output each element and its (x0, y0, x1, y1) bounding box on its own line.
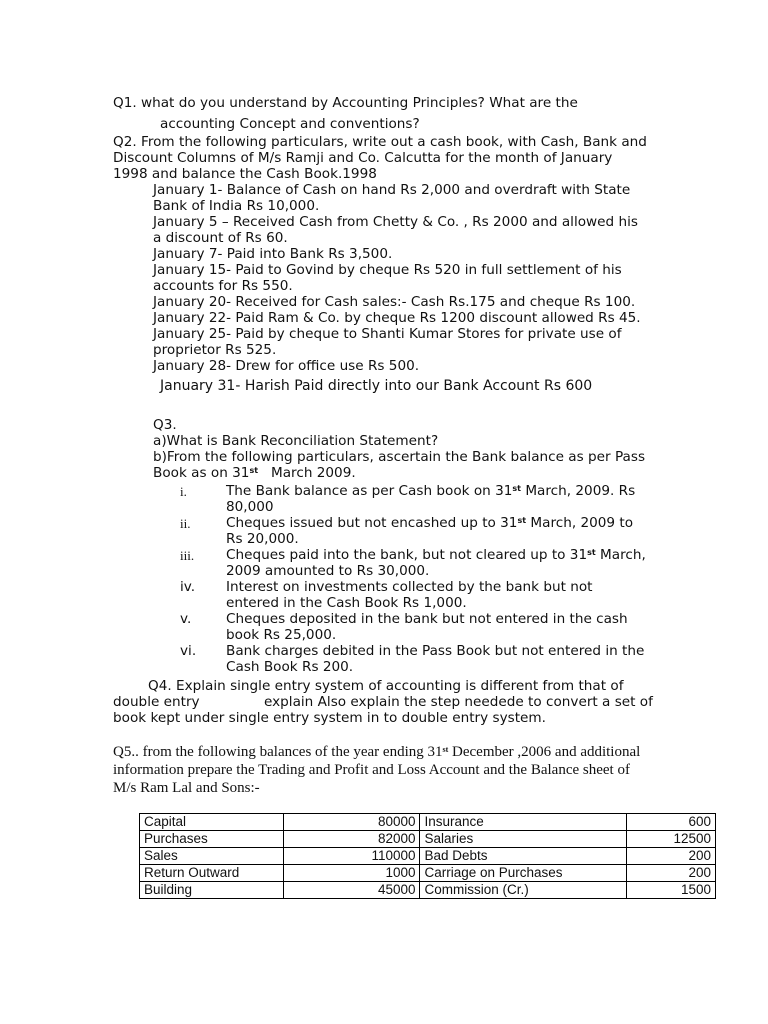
q3-item-line-2: entered in the Cash Book Rs 1,000. (226, 595, 467, 611)
q2-entry-line: January 1- Balance of Cash on hand Rs 2,000 and overdraft with State (153, 182, 631, 198)
q3-item-number: ii. (180, 516, 191, 531)
q2-entry-line: a discount of Rs 60. (153, 230, 288, 246)
q3-item-line-1: Cheques paid into the bank, but not cleared up to 31st March, (226, 547, 646, 563)
q1-line-1: Q1. what do you understand by Accounting Principles? What are the (113, 95, 578, 111)
table-cell: 110000 (284, 848, 420, 865)
q2-entry-line: Bank of India Rs 10,000. (153, 198, 320, 214)
q5-line-1: Q5.. from the following balances of the year ending 31st December ,2006 and additional (113, 744, 641, 760)
q2-intro-line: 1998 and balance the Cash Book.1998 (113, 166, 377, 182)
q2-entry-line: January 22- Paid Ram & Co. by cheque Rs 1200 discount allowed Rs 45. (153, 310, 641, 326)
q3-item-line-2: 80,000 (226, 499, 274, 515)
q3-item-line-1: The Bank balance as per Cash book on 31st March, 2009. Rs (226, 483, 636, 499)
table-cell: Purchases (140, 831, 284, 848)
q3-item-number: iii. (180, 548, 195, 563)
table-cell: Salaries (420, 831, 626, 848)
table-cell: 1000 (284, 865, 420, 882)
q3-heading: Q3. (153, 417, 177, 433)
q2-intro-line: Q2. From the following particulars, write out a cash book, with Cash, Bank and (113, 134, 647, 150)
table-cell: 82000 (284, 831, 420, 848)
table-row (140, 882, 716, 899)
q3-part-b-line-1: b)From the following particulars, ascertain the Bank balance as per Pass (153, 449, 646, 465)
q5-line-2: information prepare the Trading and Profit and Loss Account and the Balance sheet of (113, 762, 630, 778)
table-cell: Return Outward (140, 865, 284, 882)
q2-entry-line: January 20- Received for Cash sales:- Cash Rs.175 and cheque Rs 100. (153, 294, 636, 310)
q1-line-2: accounting Concept and conventions? (160, 116, 420, 132)
q2-entry-line: January 7- Paid into Bank Rs 3,500. (153, 246, 393, 262)
table-cell: 600 (626, 814, 715, 831)
q3-item-line-1: Cheques issued but not encashed up to 31st March, 2009 to (226, 515, 634, 531)
q3-part-b-line-2: Book as on 31st March 2009. (153, 465, 356, 481)
table-cell: Carriage on Purchases (420, 865, 626, 882)
table-cell: Sales (140, 848, 284, 865)
q3-part-a: a)What is Bank Reconciliation Statement? (153, 433, 439, 449)
q5-line-3: M/s Ram Lal and Sons:- (113, 780, 260, 796)
q3-item-line-1: Bank charges debited in the Pass Book but not entered in the (226, 643, 645, 659)
q2-entry-line: January 15- Paid to Govind by cheque Rs 520 in full settlement of his (153, 262, 622, 278)
q4-line-1: Q4. Explain single entry system of accounting is different from that of (148, 678, 624, 694)
q3-item-line-2: Cash Book Rs 200. (226, 659, 354, 675)
table-cell: Bad Debts (420, 848, 626, 865)
q2-last-entry: January 31- Harish Paid directly into our Bank Account Rs 600 (160, 378, 593, 394)
q4-line-2b: explain Also explain the step needede to convert a set of (264, 694, 653, 710)
table-cell: 80000 (284, 814, 420, 831)
table-cell: Commission (Cr.) (420, 882, 626, 899)
table-row (140, 865, 716, 882)
q3-item-number: v. (180, 611, 192, 627)
q3-item-line-2: Rs 20,000. (226, 531, 299, 547)
table-cell: 12500 (626, 831, 715, 848)
q2-entry-line: January 28- Drew for office use Rs 500. (153, 358, 420, 374)
q2-entry-line: January 5 – Received Cash from Chetty & Co. , Rs 2000 and allowed his (153, 214, 638, 230)
table-cell: Insurance (420, 814, 626, 831)
q2-intro-line: Discount Columns of M/s Ramji and Co. Calcutta for the month of January (113, 150, 613, 166)
table-cell: Building (140, 882, 284, 899)
q3-item-number: iv. (180, 579, 196, 595)
table-cell: 200 (626, 865, 715, 882)
q2-entry-line: accounts for Rs 550. (153, 278, 293, 294)
q3-item-line-2: book Rs 25,000. (226, 627, 337, 643)
q3-item-line-1: Interest on investments collected by the bank but not (226, 579, 593, 595)
q4-line-3: book kept under single entry system in to double entry system. (113, 710, 546, 726)
table-row (140, 848, 716, 865)
table-cell: 45000 (284, 882, 420, 899)
table-cell: 1500 (626, 882, 715, 899)
table-row (140, 831, 716, 848)
q3-item-line-1: Cheques deposited in the bank but not entered in the cash (226, 611, 628, 627)
q2-entry-line: January 25- Paid by cheque to Shanti Kumar Stores for private use of (153, 326, 622, 342)
q3-item-number: i. (180, 484, 187, 499)
table-cell: 200 (626, 848, 715, 865)
table-row (140, 814, 716, 831)
balances-table (139, 813, 716, 899)
table-cell: Capital (140, 814, 284, 831)
q3-item-line-2: 2009 amounted to Rs 30,000. (226, 563, 430, 579)
q4-line-2a: double entry (113, 694, 200, 710)
q3-item-number: vi. (180, 643, 197, 659)
q2-entry-line: proprietor Rs 525. (153, 342, 277, 358)
